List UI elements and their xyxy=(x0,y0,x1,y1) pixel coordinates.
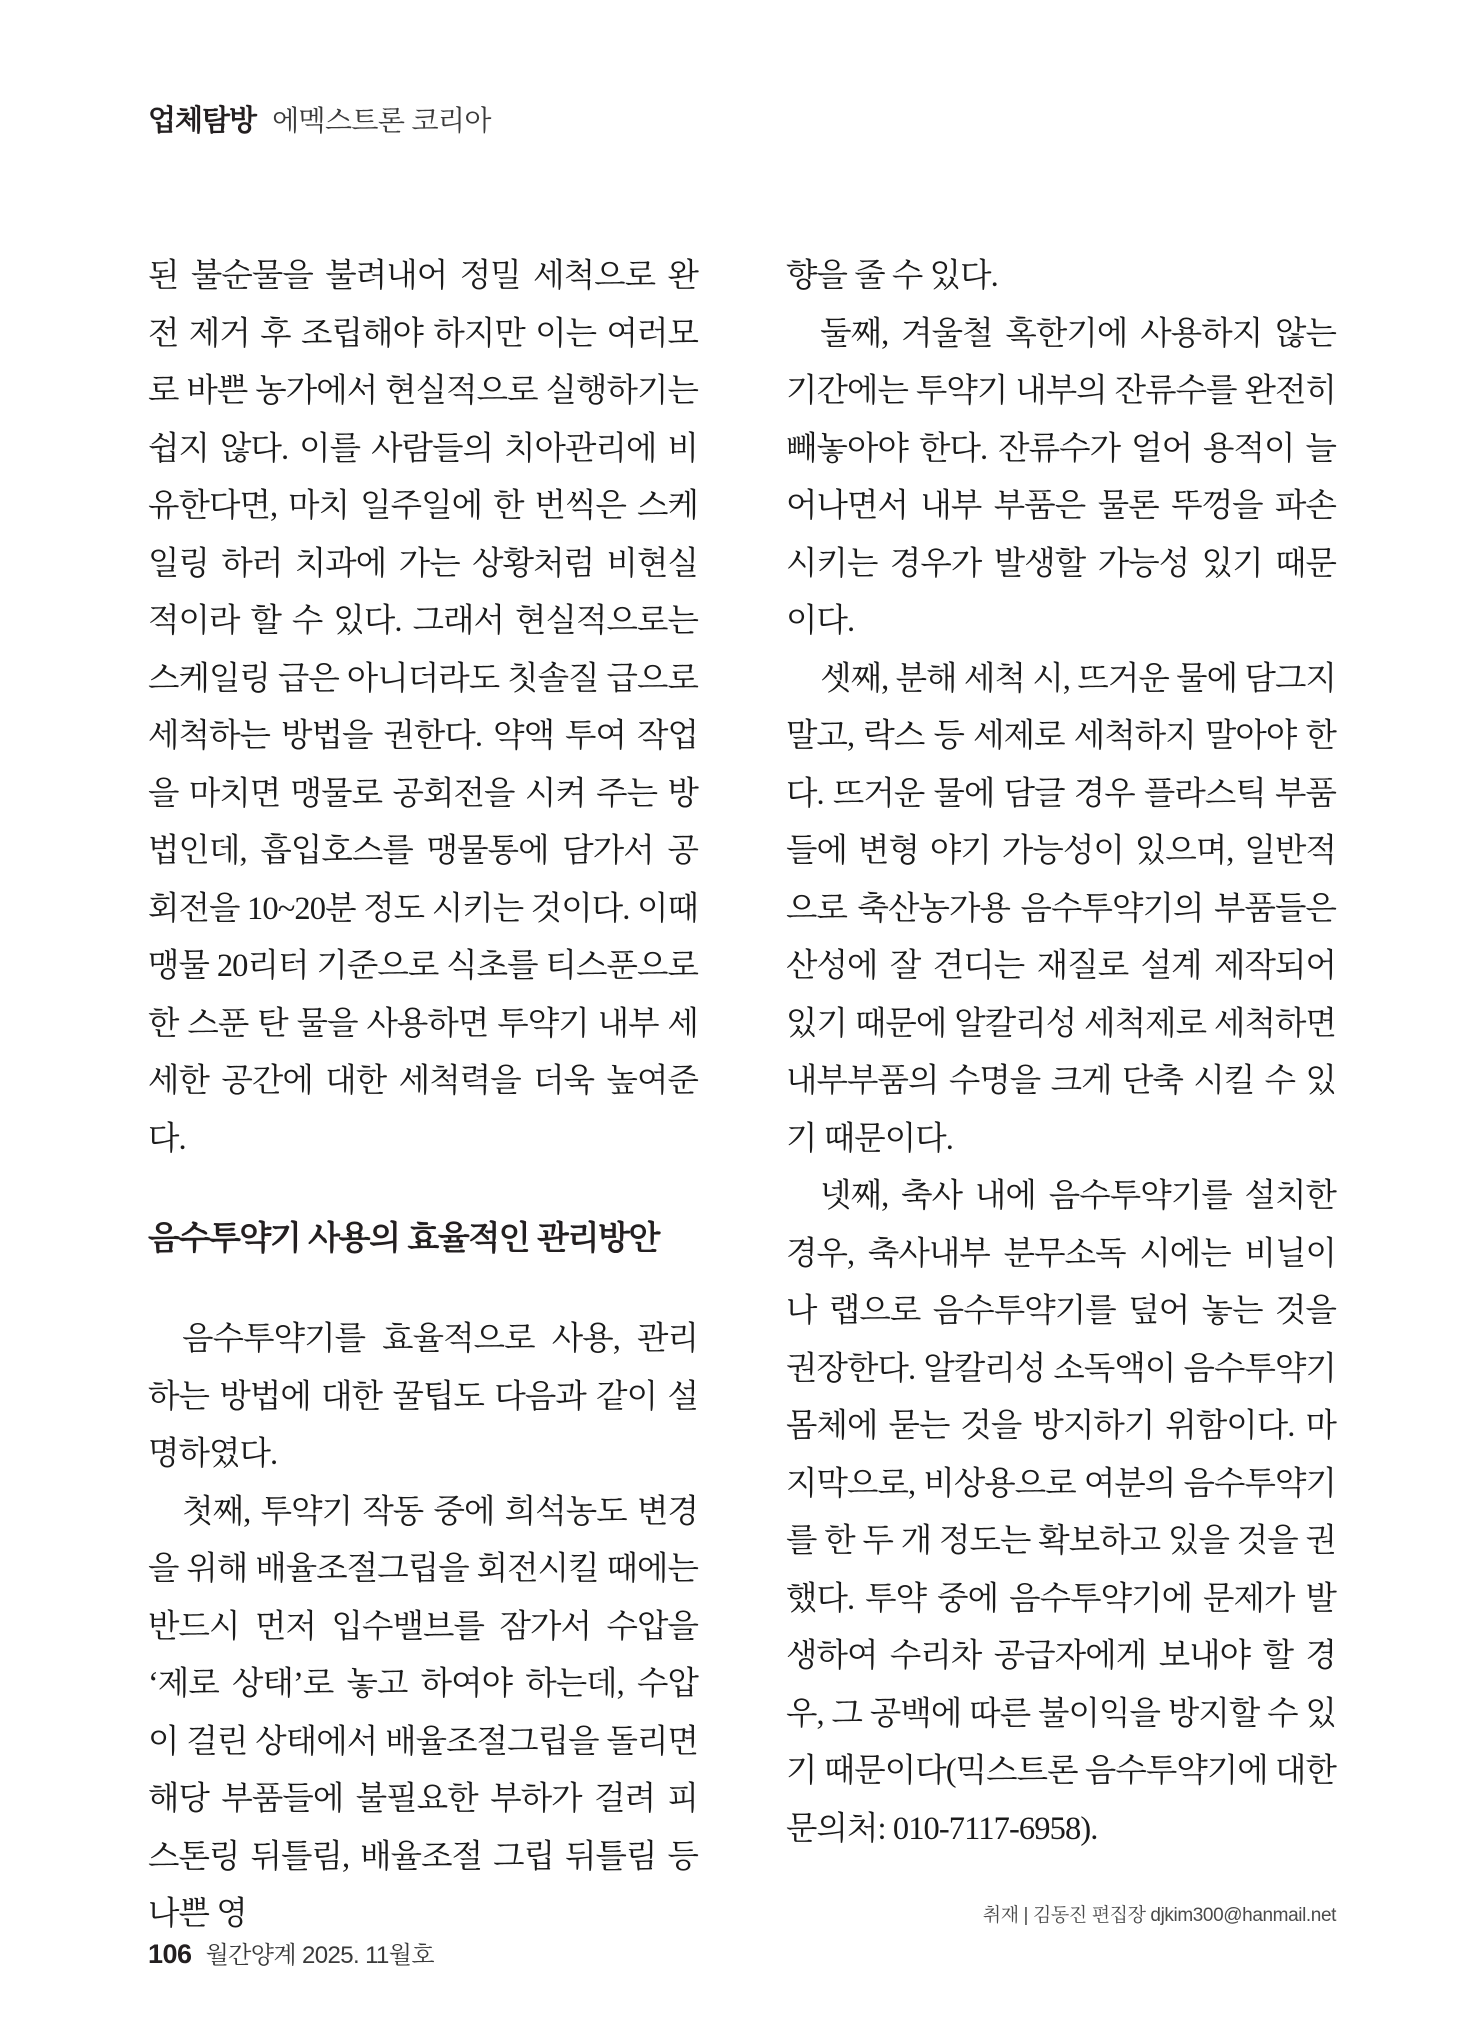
issue-label: 월간양계 2025. 11월호 xyxy=(205,1942,434,1969)
running-head xyxy=(148,98,491,139)
article-byline: 취재 | 김동진 편집장 djkim300@hanmail.net xyxy=(982,1905,1336,1926)
left-paragraph-1: 된 불순물을 불려내어 정밀 세척으로 완전 제거 후 조립해야 하지만 이는 여러모로 바쁜 농가에서 현실적으로 실행하기는 쉽지 않다. 이를 사람들의 치아관리에 비유한다면, 마치 일주일에 한 번씩은 스케일링 하러 치과에 가는 상황처럼 비현실적이라 할 수 있다. 그래서 현실적으로는 스케일링 급은 아니더라도 칫솔질 급으로 세척하는 방법을 권한다. 약액 투여 작업을 마치면 맹물로 공회전을 시켜 주는 방법인데, 흡입호스를 맹물통에 담가서 공회전을 10~20분 정도 시키는 것이다. 이때 맹물 20리터 기준으로 식초를 티스푼으로 한 스푼 탄 물을 사용하면 투약기 내부 세세한 공간에 대한 세척력을 더욱 높여준다. xyxy=(148,258,698,1157)
right-column xyxy=(786,248,1337,1926)
section-subheading: 음수투약기 사용의 효율적인 관리방안 xyxy=(148,1219,659,1256)
article-body-columns xyxy=(148,248,1337,1932)
right-paragraph-1: 향을 줄 수 있다. xyxy=(786,258,998,294)
subheading-block xyxy=(148,1168,698,1311)
right-paragraph-3: 셋째, 분해 세척 시, 뜨거운 물에 담그지 말고, 락스 등 세제로 세척하지 말아야 한다. 뜨거운 물에 담글 경우 플라스틱 부품들에 변형 야기 가능성이 있으며, 일반적으로 축산농가용 음수투약기의 부품들은 산성에 잘 견디는 재질로 설계 제작되어 있기 때문에 알칼리성 세척제로 세척하면 내부부품의 수명을 크게 단축 시킬 수 있기 때문이다. xyxy=(786,660,1336,1157)
left-paragraph-3: 첫째, 투약기 작동 중에 희석농도 변경을 위해 배율조절그립을 회전시킬 때에는 반드시 먼저 입수밸브를 잠가서 수압을 ‘제로 상태’로 놓고 하여야 하는데, 수압이 걸린 상태에서 배율조절그립을 돌리면 해당 부품들에 불필요한 부하가 걸려 피스톤링 뒤틀림, 배율조절 그립 뒤틀림 등 나쁜 영 xyxy=(148,1493,698,1932)
page-footer xyxy=(148,1935,434,1970)
left-column xyxy=(148,248,698,1932)
left-paragraph-2: 음수투약기를 효율적으로 사용, 관리하는 방법에 대한 꿀팁도 다음과 같이 설명하였다. xyxy=(148,1321,698,1472)
running-head-article-title: 에멕스트론 코리아 xyxy=(272,105,491,136)
right-paragraph-4: 넷째, 축사 내에 음수투약기를 설치한 경우, 축사내부 분무소독 시에는 비닐이나 랩으로 음수투약기를 덮어 놓는 것을 권장한다. 알칼리성 소독액이 음수투약기 몸체에 묻는 것을 방지하기 위함이다. 마지막으로, 비상용으로 여분의 음수투약기를 한 두 개 정도는 확보하고 있을 것을 권했다. 투약 중에 음수투약기에 문제가 발생하여 수리차 공급자에게 보내야 할 경우, 그 공백에 따른 불이익을 방지할 수 있기 때문이다(믹스트론 음수투약기에 대한 문의처: 010-7117-6958). xyxy=(786,1178,1337,1847)
page-number: 106 xyxy=(148,1939,192,1969)
right-paragraph-2: 둘째, 겨울철 혹한기에 사용하지 않는 기간에는 투약기 내부의 잔류수를 완전히 빼놓아야 한다. 잔류수가 얼어 용적이 늘어나면서 내부 부품은 물론 뚜껑을 파손시키는 경우가 발생할 가능성 있기 때문이다. xyxy=(786,315,1336,639)
running-head-section-label: 업체탐방 xyxy=(148,105,257,137)
